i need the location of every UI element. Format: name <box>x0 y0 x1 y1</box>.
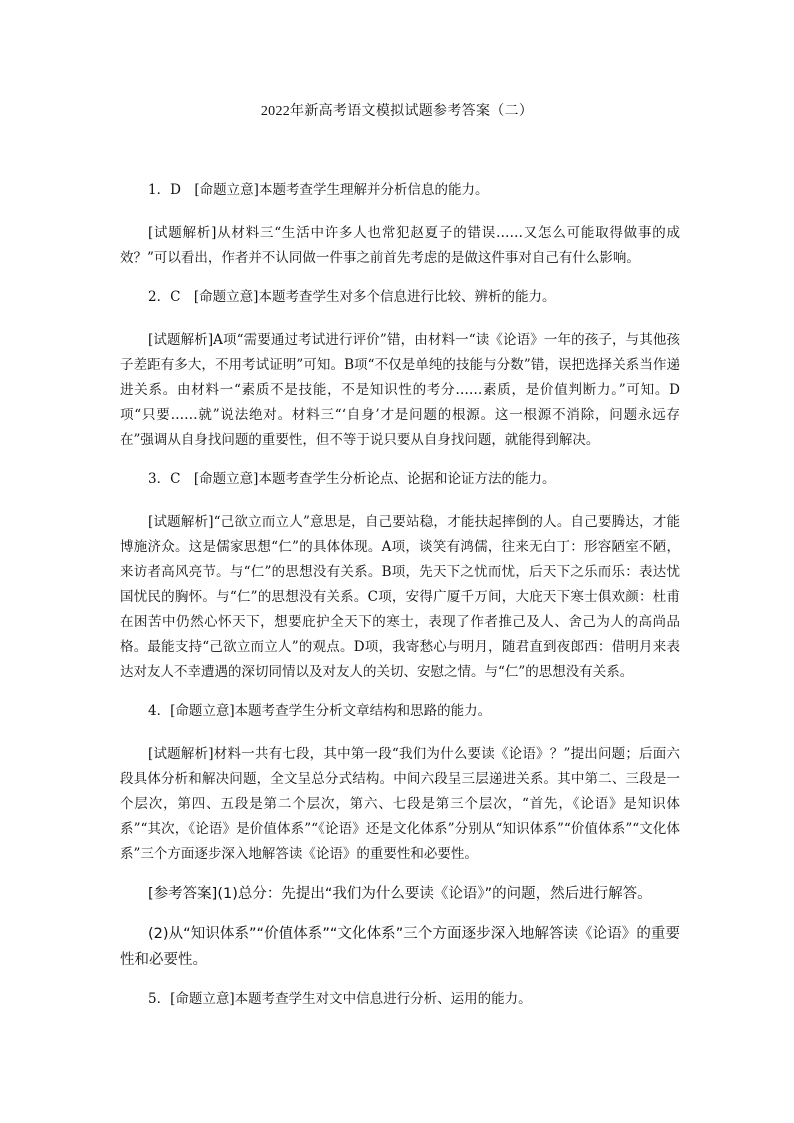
q1-intent: 1．D [命题立意]本题考查学生理解并分析信息的能力。 <box>148 182 489 198</box>
q5-intent: 5．[命题立意]本题考查学生对文中信息进行分析、运用的能力。 <box>148 991 532 1007</box>
q3-analysis: [试题解析]“己欲立而立人”意思是，自己要站稳，才能扶起摔倒的人。自己要腾达，才能博施济众。这是儒家思想“仁”的具体体现。A项，谈笑有鸿儒，往来无白丁：形容陋室不陋，来访者高风亮节。与“仁”的思想没有关系。B项，先天下之忧而忧，后天下之乐而乐：表达忧国忧民的胸怀。与“仁”的思想没有关系。C项，安得广厦千万间，大庇天下寒士俱欢颜：杜甫在困苦中仍然心怀天下，想要庇护全天下的寒士，表现了作者推己及人、舍己为人的高尚品格。最能支持“己欲立而立人”的观点。D项，我寄愁心与明月，随君直到夜郎西：借明月来表达对友人不幸遭遇的深切同情以及对友人的关切、安慰之情。与“仁”的思想没有关系。 <box>120 514 680 680</box>
answer-content <box>120 178 680 1030</box>
q1-analysis: [试题解析]从材料三“生活中许多人也常犯赵夏子的错误……又怎么可能取得做事的成效？”可以看出，作者并不认同做一件事之前首先考虑的是做这件事对自己有什么影响。 <box>120 225 680 266</box>
q4-answer-1: [参考答案](1)总分：先提出“我们为什么要读《论语》”的问题，然后进行解答。 <box>148 886 652 902</box>
q4-analysis: [试题解析]材料一共有七段，其中第一段“我们为什么要读《论语》？”提出问题；后面六段具体分析和解决问题，全文呈总分式结构。中间六段呈三层递进关系。其中第二、三段是一个层次，第四、五段是第二个层次，第六、七段是第三个层次，“首先，《论语》是知识体系”“其次，《论语》是价值体系”“《论语》还是文化体系”分别从“知识体系”“价值体系”“文化体系”三个方面逐步深入地解答读《论语》的重要性和必要性。 <box>120 746 680 862</box>
q4-answer-2: (2)从“知识体系”“价值体系”“文化体系”三个方面逐步深入地解答读《论语》的重要性和必要性。 <box>120 926 680 968</box>
q2-analysis: [试题解析]A项“需要通过考试进行评价”错，由材料一“读《论语》一年的孩子，与其他孩子差距有多大，不用考试证明”可知。B项“不仅是单纯的技能与分数”错，误把选择关系当作递进关系。由材料一“素质不是技能，不是知识性的考分……素质，是价值判断力。”可知。D项“只要……就”说法绝对。材料三“‘自身’才是问题的根源。这一根源不消除，问题永远存在”强调从自身找问题的重要性，但不等于说只要从自身找问题，就能得到解决。 <box>120 332 680 448</box>
page-title: 2022年新高考语文模拟试题参考答案（二） <box>260 104 534 119</box>
q4-intent: 4．[命题立意]本题考查学生分析文章结构和思路的能力。 <box>148 703 492 719</box>
q3-intent: 3．C [命题立意]本题考查学生分析论点、论据和论证方法的能力。 <box>148 471 556 487</box>
q2-intent: 2．C [命题立意]本题考查学生对多个信息进行比较、辨析的能力。 <box>148 289 556 305</box>
